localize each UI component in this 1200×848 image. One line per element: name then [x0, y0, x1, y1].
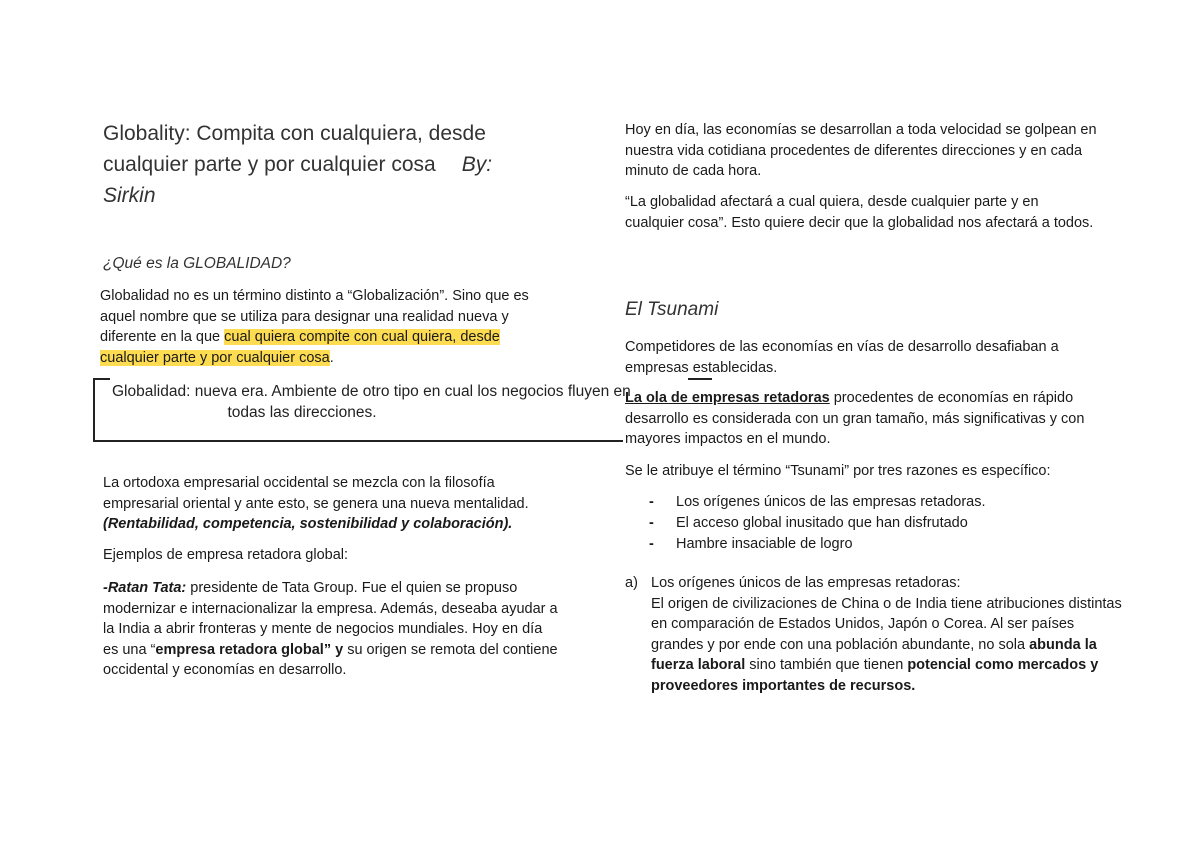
item-a-text: El origen de civilizaciones de China o de India tiene atribuciones distintas en comparación de Estados Unidos, Japón o Corea. Al ser países grandes y por ende con una población abundante, no sola [651, 595, 1122, 653]
title-text: Globality: Compita con cualquiera, desde cualquier parte y por cualquier cosa [103, 122, 486, 176]
ola-paragraph [625, 388, 1100, 450]
callout-bottom-border [93, 440, 623, 442]
definition-end: . [329, 349, 334, 366]
list-item [648, 513, 1098, 534]
question-heading: ¿Qué es la GLOBALIDAD? [103, 255, 291, 272]
bullet-marker: - [649, 515, 654, 531]
title-by: By: [461, 153, 493, 176]
ortodoxa-text: La ortodoxa empresarial occidental se mezcla con la filosofía empresarial oriental y ante esto, se genera una nueva mentalidad. [103, 475, 529, 512]
document-title [103, 118, 563, 211]
definition-paragraph [100, 286, 555, 368]
list-item [648, 534, 1098, 555]
quote-paragraph: “La globalidad afectará a cual quiera, desde cualquier parte y en cualquier cosa”. Esto quiere decir que la globalidad nos afectará a todos. [625, 194, 1094, 231]
competidores-paragraph: Competidores de las economías en vías de desarrollo desafiaban a empresas establecidas. [625, 339, 1059, 376]
ratan-label: -Ratan Tata: [103, 580, 187, 596]
item-a-marker: a) [625, 575, 638, 591]
bullet-marker: - [649, 494, 654, 510]
callout-top-right-border [688, 378, 712, 380]
callout-line-1: Globalidad: nueva era. Ambiente de otro tipo en cual los negocios fluyen en [112, 383, 631, 400]
item-a-title: Los orígenes únicos de las empresas retadoras: [651, 575, 961, 591]
callout-left-border [93, 378, 95, 441]
hoy-paragraph: Hoy en día, las economías se desarrollan a toda velocidad se golpean en nuestra vida cotidiana procedentes de diferentes direcciones y en cada minuto de cada hora. [625, 122, 1097, 179]
ratan-text: presidente de Tata Group. Fue el quien se propuso modernizar e internacionalizar la empresa. Además, deseaba ayudar a la India a abrir fronteras y mente de negocios mundiales. Hoy en día es una “ [103, 580, 558, 658]
ratan-end: su origen se remota del contiene occidental y economías en desarrollo. [103, 641, 558, 678]
bullet-marker: - [649, 536, 654, 552]
list-item-text: El acceso global inusitado que han disfrutado [676, 515, 968, 531]
ola-text: procedentes de economías en rápido desarrollo es considerada con un gran tamaño, más significativas y con mayores impactos en el mundo. [625, 390, 1085, 447]
ortodoxa-paragraph [103, 473, 558, 535]
ejemplos-paragraph: Ejemplos de empresa retadora global: [103, 547, 349, 563]
reasons-list [648, 492, 1098, 555]
list-item-text: Hambre insaciable de logro [676, 536, 853, 552]
item-a-body [651, 594, 1129, 697]
item-a-text-2: sino también que tienen [745, 657, 908, 673]
title-author: Sirkin [103, 184, 156, 207]
ratan-bold: empresa retadora global [155, 641, 324, 658]
list-item-text: Los orígenes únicos de las empresas retadoras. [676, 494, 986, 510]
item-a-bold-2: potencial como mercados y proveedores importantes de recursos. [651, 657, 1099, 694]
item-a [625, 573, 1129, 696]
tsunami-heading: El Tsunami [625, 299, 719, 320]
definition-text: Globalidad no es un término distinto a “Globalización”. Sino que es aquel nombre que se utiliza para designar una realidad nueva y diferente en la que [100, 288, 529, 345]
ratan-paragraph [103, 578, 558, 681]
callout-box [112, 381, 687, 421]
ola-bold: La ola de empresas retadoras [625, 390, 830, 406]
list-item [648, 492, 1098, 513]
callout-top-border [93, 378, 110, 380]
item-a-bold-1: abunda la fuerza laboral [651, 636, 1097, 673]
definition-highlight: cual quiera compite con cual quiera, desde cualquier parte y por cualquier cosa [100, 329, 500, 366]
atribuye-paragraph: Se le atribuye el término “Tsunami” por tres razones es específico: [625, 463, 1051, 479]
ortodoxa-bold: (Rentabilidad, competencia, sostenibilidad y colaboración). [103, 516, 513, 532]
ratan-bold-end: ” y [323, 641, 344, 658]
callout-line-2: todas las direcciones. [227, 404, 377, 421]
